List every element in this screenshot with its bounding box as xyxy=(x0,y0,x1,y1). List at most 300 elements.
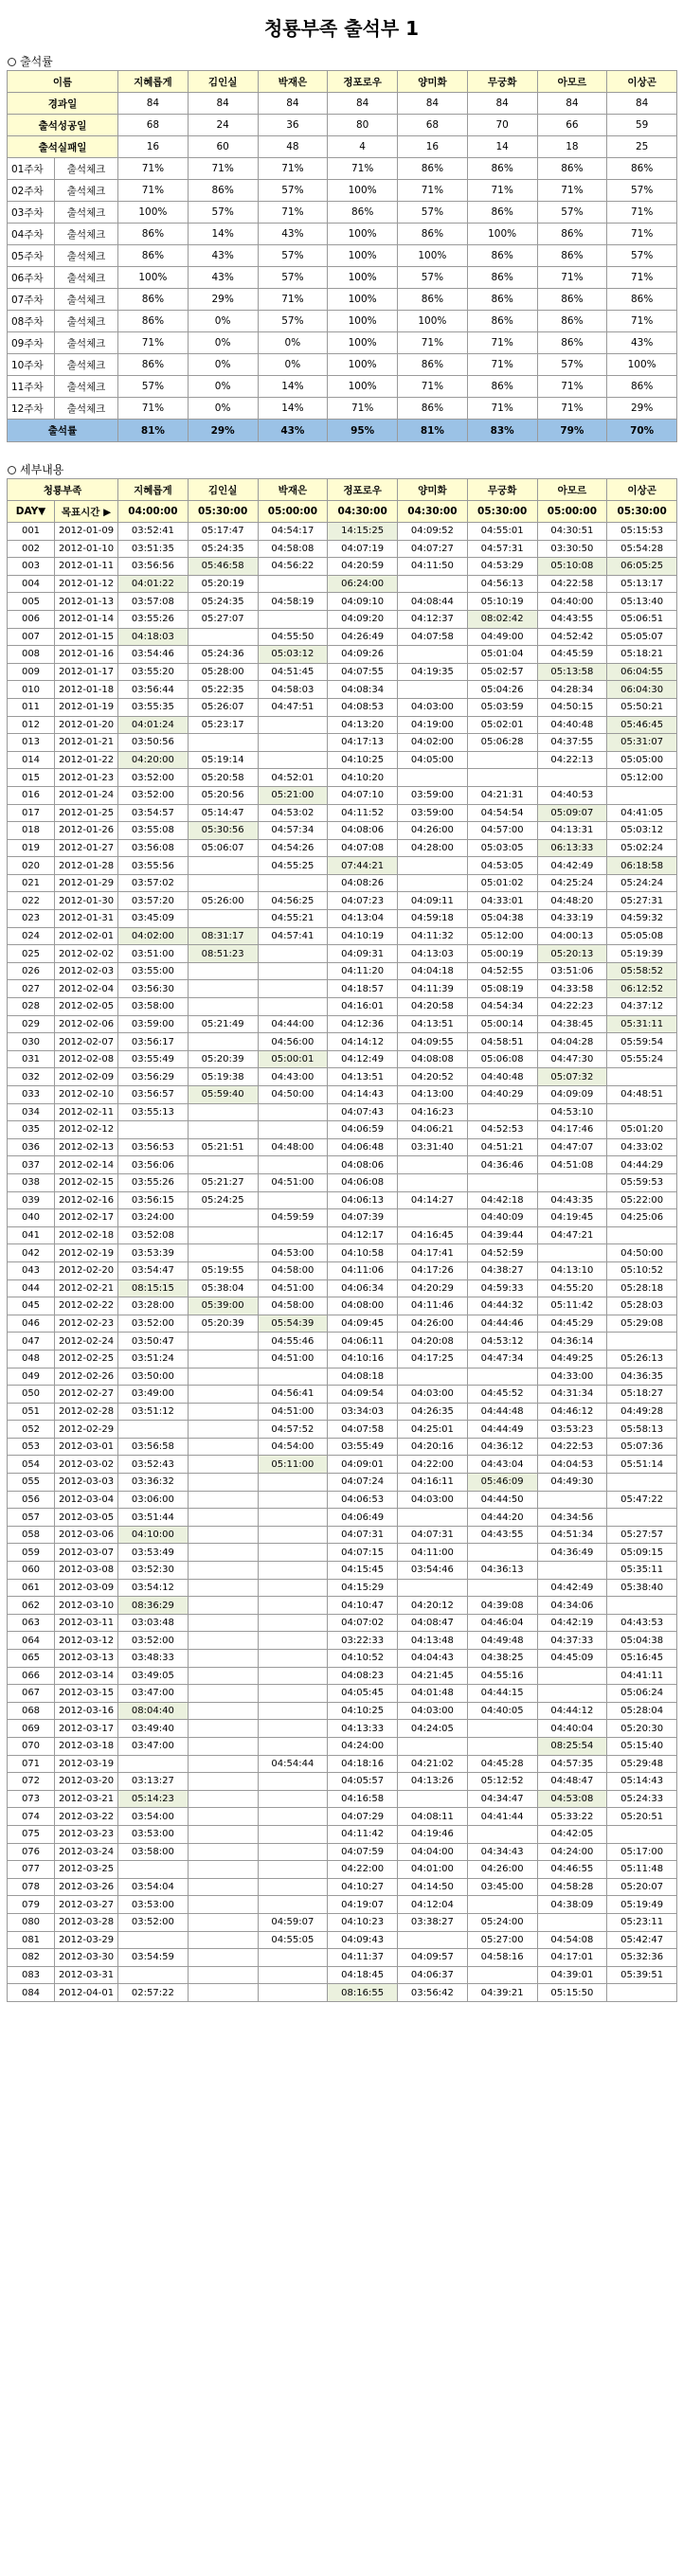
week-rate-value: 71% xyxy=(258,202,328,224)
stat-value: 84 xyxy=(607,93,677,115)
check-in-time: 03:03:48 xyxy=(118,1614,189,1632)
day-number: 057 xyxy=(8,1509,55,1527)
check-in-time: 04:38:09 xyxy=(537,1896,607,1914)
stat-label: 출석성공일 xyxy=(8,115,118,136)
check-in-time xyxy=(188,962,258,980)
check-in-time: 04:20:59 xyxy=(328,558,398,576)
check-in-time: 05:10:08 xyxy=(537,558,607,576)
attendance-day-row xyxy=(8,1297,677,1315)
week-rate-value: 71% xyxy=(467,354,537,376)
check-in-time: 04:55:21 xyxy=(258,910,328,928)
check-in-time: 08:25:54 xyxy=(537,1737,607,1755)
week-rate-value: 57% xyxy=(537,354,607,376)
day-date: 2012-01-20 xyxy=(55,716,118,734)
check-in-time: 04:57:41 xyxy=(258,927,328,945)
attendance-day-row xyxy=(8,1632,677,1650)
check-in-time xyxy=(188,910,258,928)
check-in-time: 03:56:15 xyxy=(118,1191,189,1209)
check-in-time: 04:10:25 xyxy=(328,1702,398,1720)
week-label: 01주차 xyxy=(8,158,55,180)
check-in-time: 04:03:00 xyxy=(398,698,468,716)
day-number: 047 xyxy=(8,1333,55,1351)
check-in-time: 04:16:01 xyxy=(328,998,398,1016)
week-rate-row xyxy=(8,202,677,224)
week-rate-value: 86% xyxy=(467,202,537,224)
check-in-time: 04:39:08 xyxy=(467,1597,537,1615)
attendance-day-row xyxy=(8,628,677,646)
check-in-time xyxy=(607,786,677,804)
check-in-time: 04:11:37 xyxy=(328,1949,398,1967)
day-number: 019 xyxy=(8,839,55,857)
check-in-time: 05:16:45 xyxy=(607,1650,677,1668)
attendance-day-row xyxy=(8,734,677,752)
check-in-time: 04:09:31 xyxy=(328,945,398,963)
check-in-time xyxy=(188,1156,258,1174)
check-in-time: 04:39:01 xyxy=(537,1966,607,1984)
summary-section-label: 출석률 xyxy=(20,55,53,68)
check-in-time: 05:01:02 xyxy=(467,874,537,892)
check-in-time: 04:33:58 xyxy=(537,980,607,998)
check-in-time xyxy=(398,1509,468,1527)
stat-value: 84 xyxy=(188,93,258,115)
check-in-time: 04:12:17 xyxy=(328,1226,398,1244)
week-rate-value: 86% xyxy=(118,224,189,245)
day-date: 2012-01-26 xyxy=(55,822,118,840)
day-date: 2012-03-16 xyxy=(55,1702,118,1720)
day-date: 2012-02-29 xyxy=(55,1421,118,1439)
day-number: 018 xyxy=(8,822,55,840)
check-in-time: 03:30:50 xyxy=(537,540,607,558)
detail-section-heading xyxy=(0,461,683,478)
stat-value: 84 xyxy=(537,93,607,115)
check-in-time: 04:03:00 xyxy=(398,1702,468,1720)
day-number: 011 xyxy=(8,698,55,716)
day-date: 2012-02-28 xyxy=(55,1403,118,1421)
check-in-time: 05:17:00 xyxy=(607,1843,677,1861)
day-date: 2012-01-16 xyxy=(55,646,118,664)
check-in-time: 05:02:24 xyxy=(607,839,677,857)
day-number: 035 xyxy=(8,1121,55,1139)
check-in-time: 04:22:23 xyxy=(537,998,607,1016)
day-number: 052 xyxy=(8,1421,55,1439)
name-header: 이름 xyxy=(8,71,118,93)
check-in-time xyxy=(258,716,328,734)
check-in-time: 03:52:41 xyxy=(118,523,189,541)
check-in-time: 04:20:29 xyxy=(398,1279,468,1297)
check-in-time: 04:06:13 xyxy=(328,1191,398,1209)
check-in-time: 04:24:05 xyxy=(398,1720,468,1738)
check-in-time: 04:48:47 xyxy=(537,1773,607,1791)
week-rate-value: 100% xyxy=(398,311,468,332)
week-rate-value: 86% xyxy=(607,158,677,180)
check-in-time: 04:55:50 xyxy=(258,628,328,646)
check-in-time: 03:54:59 xyxy=(118,1949,189,1967)
check-in-time: 05:12:52 xyxy=(467,1773,537,1791)
week-rate-value: 86% xyxy=(607,289,677,311)
day-date: 2012-03-13 xyxy=(55,1650,118,1668)
check-in-time: 03:56:06 xyxy=(118,1156,189,1174)
attendance-day-row xyxy=(8,1878,677,1896)
check-in-time: 03:50:00 xyxy=(118,1368,189,1386)
check-in-time xyxy=(188,1825,258,1843)
attendance-day-row xyxy=(8,1544,677,1562)
day-number: 074 xyxy=(8,1808,55,1826)
target-time-row xyxy=(8,501,677,523)
check-in-time: 04:20:00 xyxy=(118,751,189,769)
week-label: 03주차 xyxy=(8,202,55,224)
day-date: 2012-01-30 xyxy=(55,892,118,910)
check-in-time xyxy=(607,1333,677,1351)
check-in-time: 08:04:40 xyxy=(118,1702,189,1720)
check-in-time xyxy=(188,1103,258,1121)
day-number: 014 xyxy=(8,751,55,769)
attendance-day-row xyxy=(8,857,677,875)
week-rate-value: 0% xyxy=(258,332,328,354)
check-in-time xyxy=(537,769,607,787)
week-label: 06주차 xyxy=(8,267,55,289)
check-in-time: 04:55:46 xyxy=(258,1333,328,1351)
check-in-time: 04:14:27 xyxy=(398,1191,468,1209)
check-in-time: 04:20:16 xyxy=(398,1438,468,1456)
check-in-time xyxy=(398,1579,468,1597)
attendance-day-row xyxy=(8,892,677,910)
total-rate-value: 43% xyxy=(258,420,328,442)
check-in-time: 04:13:00 xyxy=(398,1086,468,1104)
day-date: 2012-01-25 xyxy=(55,804,118,822)
week-rate-value: 86% xyxy=(537,224,607,245)
week-rate-value: 71% xyxy=(467,180,537,202)
check-in-time: 04:07:39 xyxy=(328,1209,398,1227)
check-in-time: 04:46:55 xyxy=(537,1861,607,1879)
day-number: 042 xyxy=(8,1244,55,1262)
check-in-time xyxy=(467,1737,537,1755)
check-in-time: 04:13:10 xyxy=(537,1261,607,1279)
check-in-time xyxy=(188,1544,258,1562)
attendance-day-row xyxy=(8,1315,677,1333)
check-in-time: 04:09:01 xyxy=(328,1456,398,1474)
day-date: 2012-03-02 xyxy=(55,1456,118,1474)
check-in-time: 04:44:48 xyxy=(467,1403,537,1421)
attendance-day-row xyxy=(8,998,677,1016)
check-in-time: 06:24:00 xyxy=(328,575,398,593)
check-in-time: 04:08:06 xyxy=(328,1156,398,1174)
check-in-time xyxy=(258,575,328,593)
check-in-time: 03:56:56 xyxy=(118,558,189,576)
attendance-day-row xyxy=(8,1403,677,1421)
check-in-time: 05:20:51 xyxy=(607,1808,677,1826)
check-in-time: 04:04:53 xyxy=(537,1456,607,1474)
check-in-time: 03:22:33 xyxy=(328,1632,398,1650)
check-in-time: 05:42:47 xyxy=(607,1931,677,1949)
week-rate-value: 71% xyxy=(118,398,189,420)
check-in-time: 03:38:27 xyxy=(398,1913,468,1931)
day-number: 013 xyxy=(8,734,55,752)
check-in-time: 05:19:14 xyxy=(188,751,258,769)
check-in-time: 04:17:01 xyxy=(537,1949,607,1967)
check-in-time xyxy=(258,1156,328,1174)
check-in-time: 05:13:17 xyxy=(607,575,677,593)
check-in-time: 04:36:14 xyxy=(537,1333,607,1351)
attendance-day-row xyxy=(8,523,677,541)
attendance-day-row xyxy=(8,681,677,699)
check-in-time: 04:51:00 xyxy=(258,1350,328,1368)
summary-header-row xyxy=(8,71,677,93)
attendance-day-row xyxy=(8,1121,677,1139)
check-in-time: 04:11:42 xyxy=(328,1825,398,1843)
check-in-time: 04:07:24 xyxy=(328,1474,398,1492)
week-rate-value: 100% xyxy=(118,202,189,224)
attendance-day-row xyxy=(8,1209,677,1227)
check-in-time: 04:20:58 xyxy=(398,998,468,1016)
day-date: 2012-03-06 xyxy=(55,1526,118,1544)
check-in-time: 03:58:00 xyxy=(118,1843,189,1861)
day-date: 2012-01-28 xyxy=(55,857,118,875)
check-in-time xyxy=(188,1949,258,1967)
check-in-time: 05:09:15 xyxy=(607,1544,677,1562)
check-in-time: 05:22:35 xyxy=(188,681,258,699)
stat-value: 14 xyxy=(467,136,537,158)
day-number: 084 xyxy=(8,1984,55,2002)
group-header: 청룡부족 xyxy=(8,479,118,501)
check-in-time: 04:51:08 xyxy=(537,1156,607,1174)
check-in-time: 04:26:00 xyxy=(467,1861,537,1879)
day-date: 2012-02-23 xyxy=(55,1315,118,1333)
day-number: 002 xyxy=(8,540,55,558)
check-in-time: 05:04:26 xyxy=(467,681,537,699)
check-in-time xyxy=(188,1614,258,1632)
week-rate-row xyxy=(8,354,677,376)
check-in-time: 05:46:45 xyxy=(607,716,677,734)
check-in-time: 04:06:08 xyxy=(328,1173,398,1191)
stat-value: 70 xyxy=(467,115,537,136)
check-in-time: 04:34:43 xyxy=(467,1843,537,1861)
day-date: 2012-04-01 xyxy=(55,1984,118,2002)
check-in-time: 03:49:05 xyxy=(118,1667,189,1685)
check-in-time: 04:11:20 xyxy=(328,962,398,980)
week-rate-value: 86% xyxy=(467,267,537,289)
check-in-time: 03:54:57 xyxy=(118,804,189,822)
check-in-time xyxy=(467,1896,537,1914)
check-in-time: 06:18:58 xyxy=(607,857,677,875)
week-rate-value: 71% xyxy=(537,180,607,202)
check-in-time xyxy=(537,1913,607,1931)
check-in-time: 05:38:40 xyxy=(607,1579,677,1597)
check-in-time: 05:58:13 xyxy=(607,1421,677,1439)
week-rate-value: 100% xyxy=(328,376,398,398)
check-in-time: 04:06:11 xyxy=(328,1333,398,1351)
check-in-time xyxy=(118,1755,189,1773)
check-in-time: 03:53:49 xyxy=(118,1544,189,1562)
check-in-time xyxy=(188,1632,258,1650)
check-in-time: 04:33:00 xyxy=(537,1368,607,1386)
day-date: 2012-03-08 xyxy=(55,1562,118,1580)
week-rate-row xyxy=(8,332,677,354)
check-in-time xyxy=(188,1984,258,2002)
check-in-time: 05:12:00 xyxy=(607,769,677,787)
attendance-day-row xyxy=(8,1421,677,1439)
check-in-time: 05:24:35 xyxy=(188,540,258,558)
attendance-day-row xyxy=(8,1650,677,1668)
check-in-time: 04:08:06 xyxy=(328,822,398,840)
day-number: 061 xyxy=(8,1579,55,1597)
check-in-time: 04:53:02 xyxy=(258,804,328,822)
check-in-time: 06:13:33 xyxy=(537,839,607,857)
total-rate-value: 81% xyxy=(118,420,189,442)
check-in-time: 03:47:00 xyxy=(118,1685,189,1703)
day-date: 2012-03-19 xyxy=(55,1755,118,1773)
total-rate-value: 70% xyxy=(607,420,677,442)
attendance-day-row xyxy=(8,751,677,769)
check-in-time: 06:04:30 xyxy=(607,681,677,699)
day-number: 055 xyxy=(8,1474,55,1492)
attendance-day-row xyxy=(8,1033,677,1051)
week-rate-value: 71% xyxy=(607,311,677,332)
check-in-time xyxy=(398,646,468,664)
week-rate-value: 14% xyxy=(258,376,328,398)
check-in-time xyxy=(467,1103,537,1121)
check-in-time: 03:55:13 xyxy=(118,1103,189,1121)
check-in-time: 07:44:21 xyxy=(328,857,398,875)
check-in-time: 04:44:32 xyxy=(467,1297,537,1315)
check-in-time: 04:10:00 xyxy=(118,1526,189,1544)
day-number: 064 xyxy=(8,1632,55,1650)
check-in-time: 04:11:52 xyxy=(328,804,398,822)
attendance-day-row xyxy=(8,1667,677,1685)
day-date: 2012-02-05 xyxy=(55,998,118,1016)
check-in-time: 04:54:44 xyxy=(258,1755,328,1773)
check-in-time: 05:06:08 xyxy=(467,1050,537,1068)
attendance-day-row xyxy=(8,910,677,928)
check-in-time: 04:13:33 xyxy=(328,1720,398,1738)
day-number: 072 xyxy=(8,1773,55,1791)
check-in-time xyxy=(537,1667,607,1685)
check-label: 출석체크 xyxy=(55,289,118,311)
target-time-value: 04:30:00 xyxy=(328,501,398,523)
check-in-time: 04:04:00 xyxy=(398,1843,468,1861)
check-in-time: 04:13:48 xyxy=(398,1632,468,1650)
check-in-time: 04:13:04 xyxy=(328,910,398,928)
check-in-time: 04:10:19 xyxy=(328,927,398,945)
day-date: 2012-03-14 xyxy=(55,1667,118,1685)
check-in-time: 04:44:20 xyxy=(467,1509,537,1527)
week-rate-value: 57% xyxy=(607,245,677,267)
check-in-time: 08:51:23 xyxy=(188,945,258,963)
check-in-time: 04:40:48 xyxy=(467,1068,537,1086)
check-in-time xyxy=(188,1737,258,1755)
check-in-time: 04:34:56 xyxy=(537,1509,607,1527)
day-number: 026 xyxy=(8,962,55,980)
check-in-time xyxy=(537,1173,607,1191)
check-in-time: 04:36:35 xyxy=(607,1368,677,1386)
check-label: 출석체크 xyxy=(55,354,118,376)
check-in-time: 03:36:32 xyxy=(118,1474,189,1492)
check-in-time: 05:20:39 xyxy=(188,1315,258,1333)
check-in-time: 04:17:26 xyxy=(398,1261,468,1279)
check-in-time: 04:24:00 xyxy=(537,1843,607,1861)
check-in-time xyxy=(398,1173,468,1191)
stat-value: 84 xyxy=(467,93,537,115)
check-in-time xyxy=(258,1650,328,1668)
check-in-time: 04:40:29 xyxy=(467,1086,537,1104)
day-date: 2012-01-14 xyxy=(55,610,118,628)
day-number: 076 xyxy=(8,1843,55,1861)
target-time-value: 05:30:00 xyxy=(607,501,677,523)
attendance-day-row xyxy=(8,1226,677,1244)
day-date: 2012-03-05 xyxy=(55,1509,118,1527)
member-name-header: 아모르 xyxy=(537,479,607,501)
attendance-day-row xyxy=(8,945,677,963)
member-name-header: 무궁화 xyxy=(467,479,537,501)
circle-bullet-icon xyxy=(8,58,16,66)
check-in-time: 04:17:46 xyxy=(537,1121,607,1139)
check-in-time: 05:27:07 xyxy=(188,610,258,628)
check-in-time: 03:31:40 xyxy=(398,1138,468,1156)
attendance-day-row xyxy=(8,980,677,998)
check-in-time: 05:20:58 xyxy=(188,769,258,787)
check-in-time: 04:19:46 xyxy=(398,1825,468,1843)
day-number: 005 xyxy=(8,593,55,611)
attendance-day-row xyxy=(8,1474,677,1492)
check-in-time: 03:53:23 xyxy=(537,1421,607,1439)
day-number: 082 xyxy=(8,1949,55,1967)
check-in-time: 05:01:20 xyxy=(607,1121,677,1139)
day-number: 075 xyxy=(8,1825,55,1843)
check-label: 출석체크 xyxy=(55,398,118,420)
day-number: 058 xyxy=(8,1526,55,1544)
week-rate-value: 100% xyxy=(328,289,398,311)
check-in-time xyxy=(467,751,537,769)
target-time-value: 04:30:00 xyxy=(398,501,468,523)
attendance-day-row xyxy=(8,769,677,787)
check-in-time: 06:05:25 xyxy=(607,558,677,576)
check-in-time: 03:59:00 xyxy=(398,786,468,804)
week-rate-value: 71% xyxy=(188,158,258,180)
check-in-time: 04:43:55 xyxy=(537,610,607,628)
week-rate-value: 86% xyxy=(398,289,468,311)
check-in-time: 03:52:00 xyxy=(118,1913,189,1931)
member-name-header: 무궁화 xyxy=(467,71,537,93)
check-in-time xyxy=(258,1526,328,1544)
check-in-time xyxy=(258,1984,328,2002)
check-in-time: 03:57:02 xyxy=(118,874,189,892)
day-date: 2012-02-17 xyxy=(55,1209,118,1227)
check-in-time: 03:55:26 xyxy=(118,610,189,628)
day-date: 2012-02-14 xyxy=(55,1156,118,1174)
check-in-time: 04:06:59 xyxy=(328,1121,398,1139)
day-date: 2012-02-20 xyxy=(55,1261,118,1279)
day-date: 2012-02-16 xyxy=(55,1191,118,1209)
attendance-day-row xyxy=(8,1156,677,1174)
check-in-time: 04:57:34 xyxy=(258,822,328,840)
check-in-time: 04:13:20 xyxy=(328,716,398,734)
check-in-time xyxy=(258,1579,328,1597)
day-date: 2012-03-15 xyxy=(55,1685,118,1703)
check-in-time: 04:33:19 xyxy=(537,910,607,928)
attendance-day-row xyxy=(8,1808,677,1826)
week-rate-value: 86% xyxy=(398,158,468,180)
check-in-time: 04:10:23 xyxy=(328,1913,398,1931)
check-in-time xyxy=(188,1773,258,1791)
day-number: 059 xyxy=(8,1544,55,1562)
summary-section-heading xyxy=(0,53,683,70)
check-in-time: 05:46:58 xyxy=(188,558,258,576)
detail-header-row xyxy=(8,479,677,501)
day-date: 2012-02-22 xyxy=(55,1297,118,1315)
day-number: 054 xyxy=(8,1456,55,1474)
day-number: 069 xyxy=(8,1720,55,1738)
check-in-time: 05:19:55 xyxy=(188,1261,258,1279)
check-in-time xyxy=(258,1702,328,1720)
